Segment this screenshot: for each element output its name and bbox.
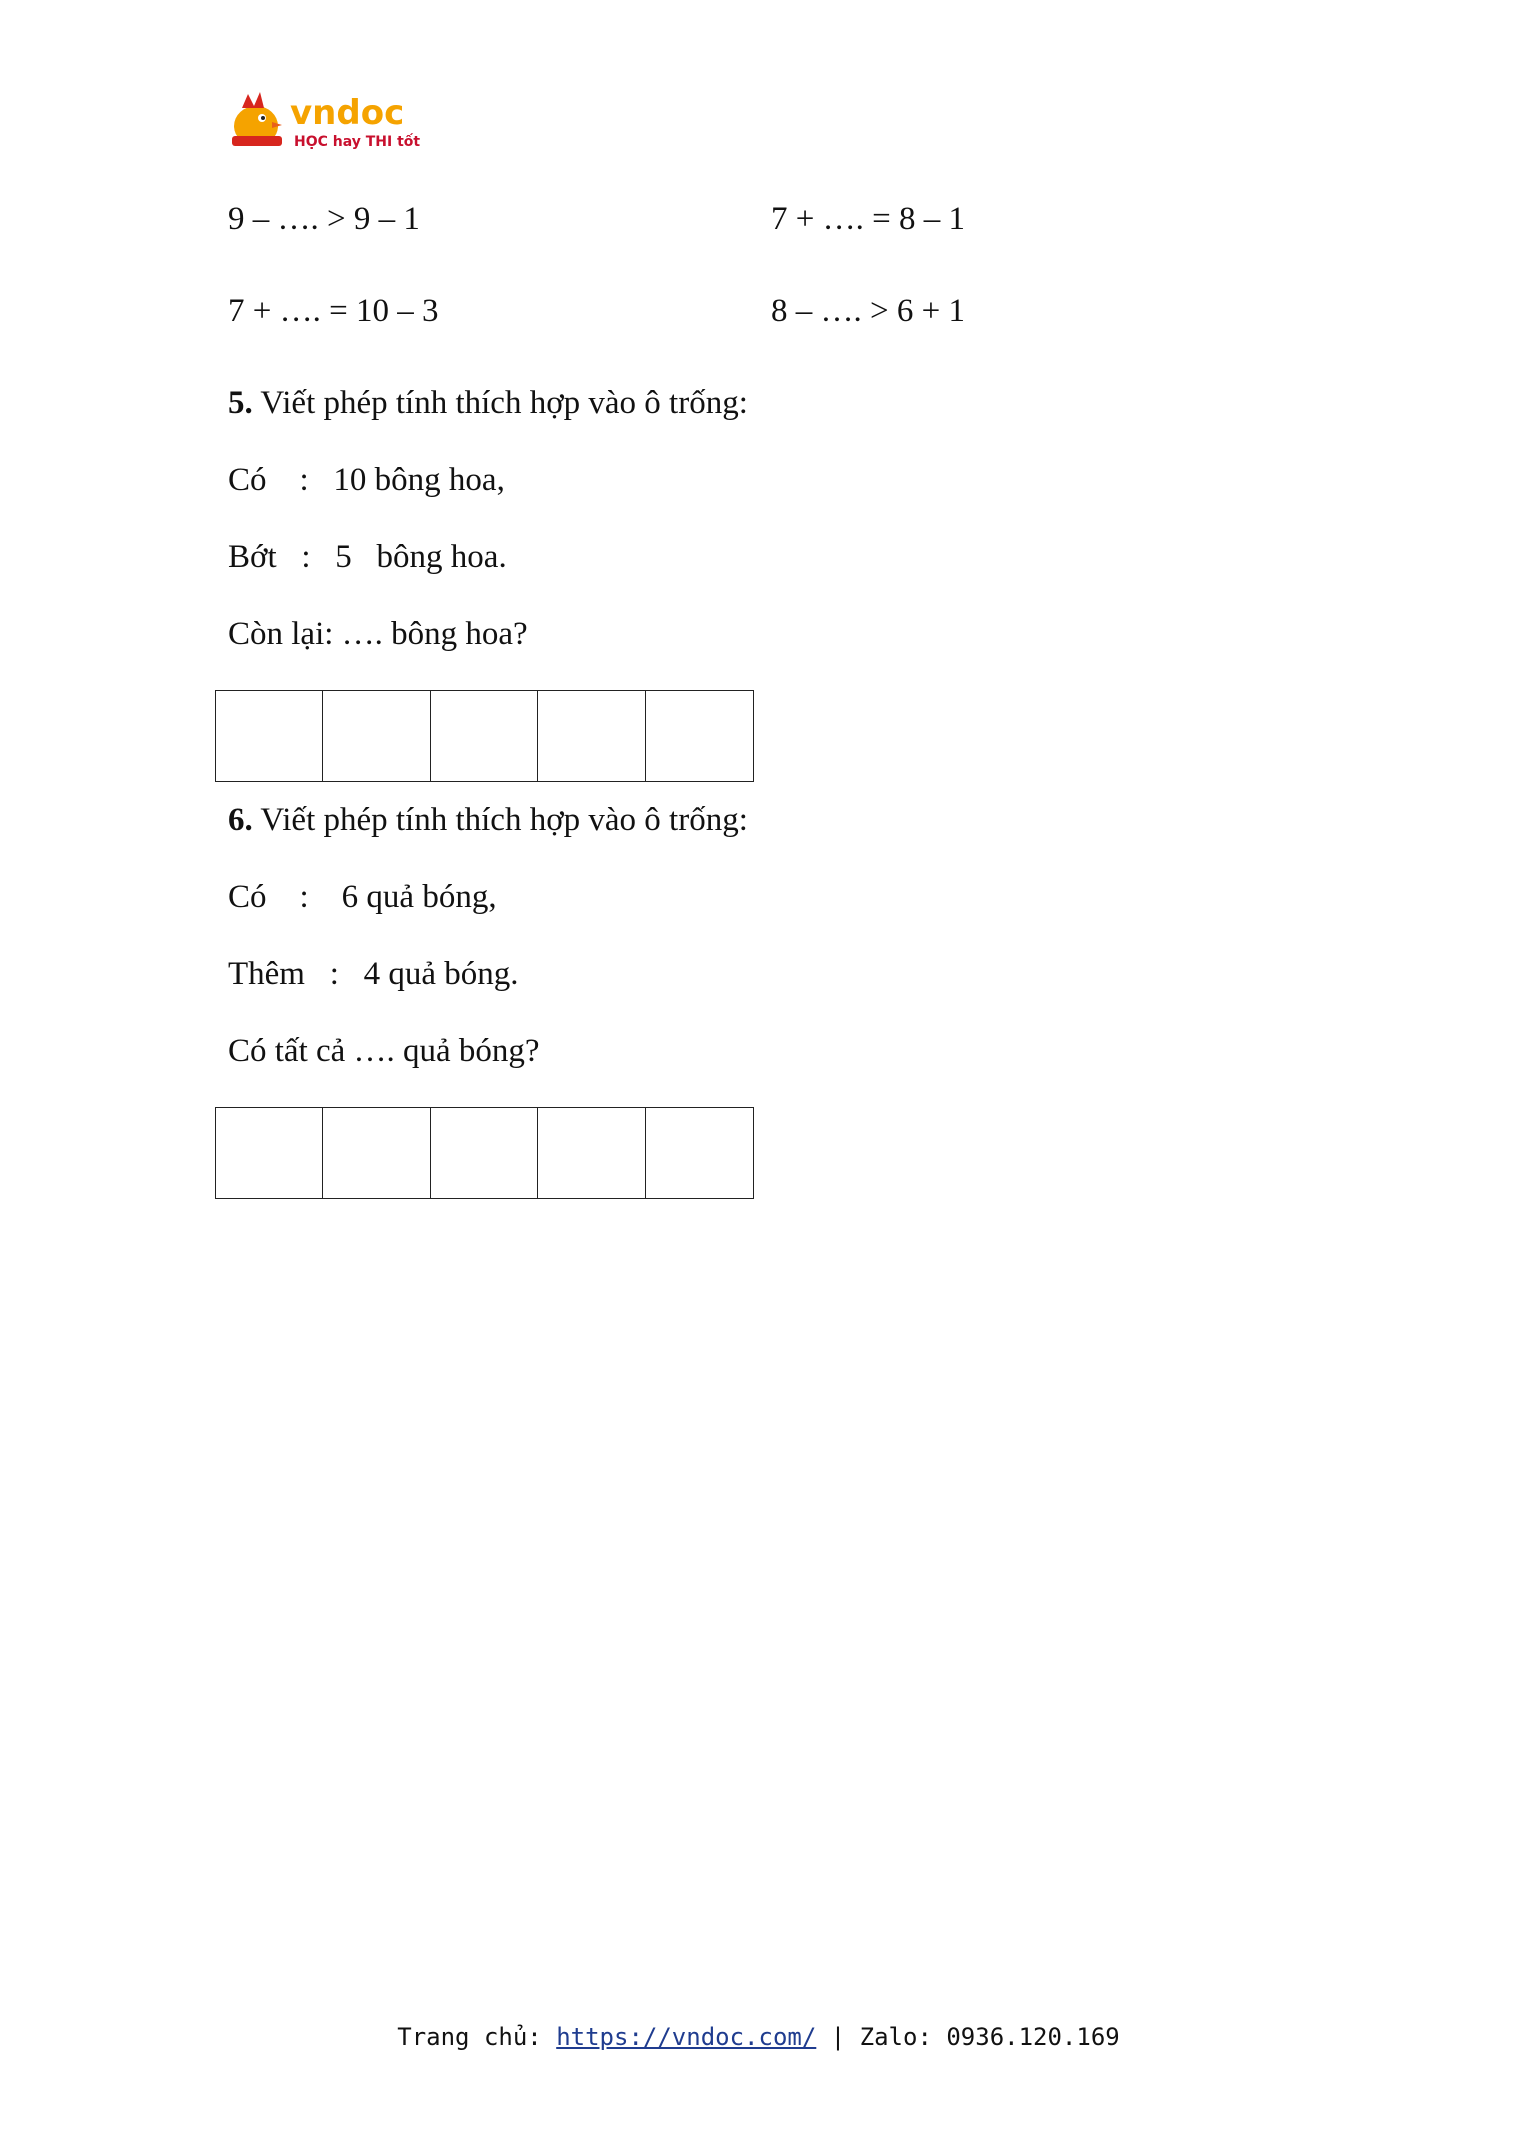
question-6-heading [228, 800, 748, 840]
logo-tagline: HỌC hay THI tốt [294, 134, 421, 150]
footer-prefix: Trang chủ: [397, 2023, 557, 2051]
equation-2-left: 7 + …. = 10 – 3 [228, 293, 439, 329]
question-6-line-3: Có tất cả …. quả bóng? [228, 1033, 540, 1069]
equation-1-right: 7 + …. = 8 – 1 [771, 201, 965, 237]
footer-contact: | Zalo: 0936.120.169 [816, 2023, 1120, 2051]
question-6-line-2: Thêm : 4 quả bóng. [228, 956, 519, 992]
equation-1-left: 9 – …. > 9 – 1 [228, 201, 420, 237]
vndoc-logo [228, 88, 428, 154]
question-5-line-2: Bớt : 5 bông hoa. [228, 539, 507, 575]
question-6-answer-boxes [215, 1107, 754, 1199]
question-6-number: 6. [228, 802, 253, 838]
logo-brand-text: vndoc [290, 93, 405, 133]
question-5-line-3: Còn lại: …. bông hoa? [228, 616, 528, 652]
question-6-title: Viết phép tính thích hợp vào ô trống: [252, 802, 748, 838]
question-6-line-1: Có : 6 quả bóng, [228, 879, 497, 915]
answer-box[interactable] [215, 1107, 324, 1199]
equation-2-right: 8 – …. > 6 + 1 [771, 293, 965, 329]
answer-box[interactable] [537, 1107, 646, 1199]
answer-box[interactable] [537, 690, 646, 782]
answer-box[interactable] [430, 1107, 539, 1199]
homepage-link[interactable]: https://vndoc.com/ [556, 2023, 817, 2051]
answer-box[interactable] [322, 690, 431, 782]
question-5-heading [228, 383, 748, 423]
answer-box[interactable] [645, 1107, 754, 1199]
question-5-number: 5. [228, 385, 253, 421]
answer-box[interactable] [322, 1107, 431, 1199]
answer-box[interactable] [645, 690, 754, 782]
question-5-title: Viết phép tính thích hợp vào ô trống: [252, 385, 748, 421]
page-footer [0, 2023, 1517, 2051]
answer-box[interactable] [430, 690, 539, 782]
answer-box[interactable] [215, 690, 324, 782]
question-5-line-1: Có : 10 bông hoa, [228, 462, 505, 498]
question-5-answer-boxes [215, 690, 754, 782]
